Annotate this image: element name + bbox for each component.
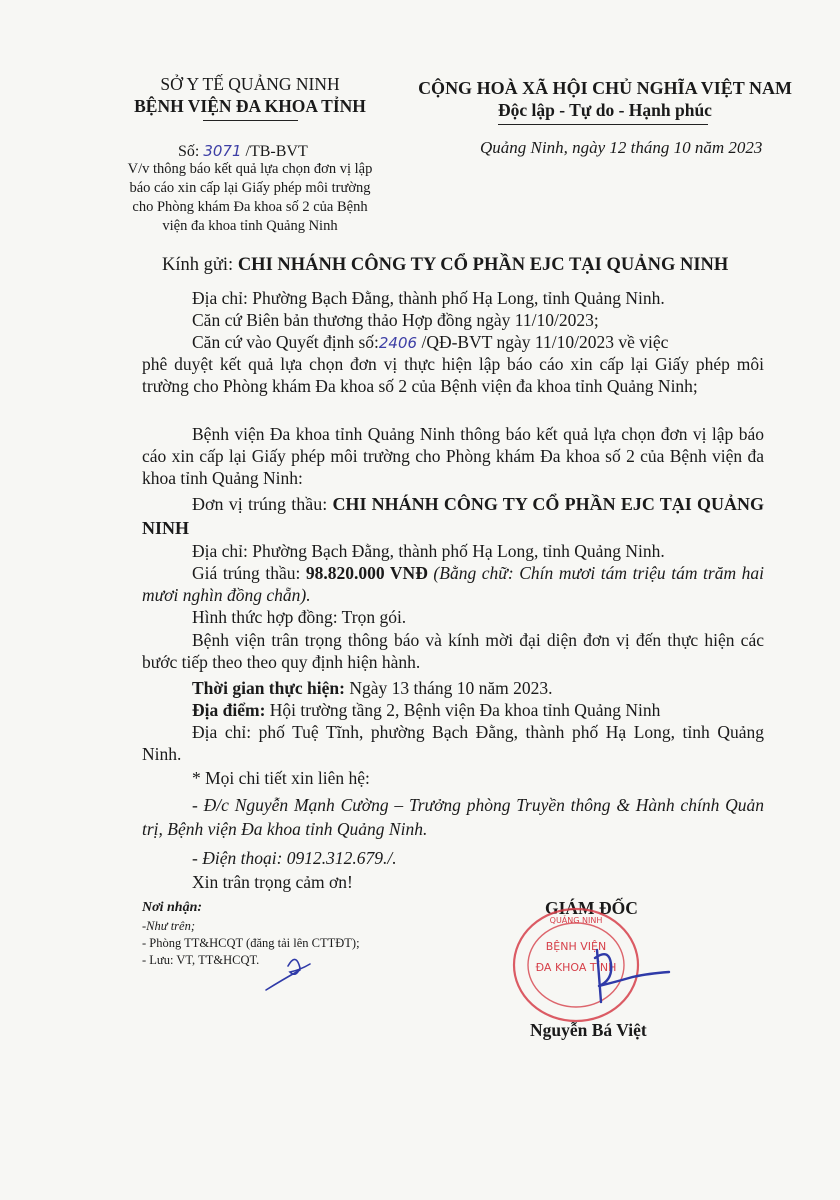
price-value: 98.820.000 VNĐ xyxy=(305,563,428,583)
document-subject xyxy=(100,160,400,236)
number-handwritten: 3071 xyxy=(203,142,242,160)
subject-line: báo cáo xin cấp lại Giấy phép môi trường xyxy=(129,180,371,196)
price-label: Giá trúng thầu: xyxy=(192,563,301,583)
address-line: Địa chỉ: Phường Bạch Đằng, thành phố Hạ Long, tỉnh Quảng Ninh. xyxy=(192,288,665,308)
number-prefix: Số: xyxy=(178,143,200,160)
venue xyxy=(192,699,660,721)
recipients-item: -Như trên; xyxy=(142,919,195,933)
decision-number-handwritten: 2406 xyxy=(378,334,418,352)
recipients-item: - Phòng TT&HCQT (đăng tải lên CTTĐT); xyxy=(142,936,360,950)
venue-value: Hội trường tầng 2, Bệnh viện Đa khoa tỉnh Quảng Ninh xyxy=(269,700,661,720)
recipient xyxy=(162,254,728,276)
header-right-underline xyxy=(498,124,708,125)
place-date: Quảng Ninh, ngày 12 tháng 10 năm 2023 xyxy=(480,138,763,157)
price-in-words: (Bằng chữ: Chín mươi tám triệu tám trăm hai mươi nghìn đồng chẵn). xyxy=(142,563,765,605)
stamp-line: QUẢNG NINH xyxy=(549,916,603,925)
time-value: Ngày 13 tháng 10 năm 2023. xyxy=(349,678,553,698)
thanks: Xin trân trọng cảm ơn! xyxy=(192,872,353,892)
subject-line: cho Phòng khám Đa khoa số 2 của Bệnh xyxy=(132,199,368,215)
subject-line: V/v thông báo kết quả lựa chọn đơn vị lập xyxy=(127,161,373,177)
decision-continuation: phê duyệt kết quả lựa chọn đơn vị thực hiện lập báo cáo xin cấp lại Giấy phép môi trường cho Phòng khám Đa khoa số 2 của Bệnh viện đa khoa tỉnh Quảng Ninh; xyxy=(142,354,764,396)
venue-label: Địa điểm: xyxy=(192,700,266,720)
venue-address: Địa chỉ: phố Tuệ Tĩnh, phường Bạch Đằng, thành phố Hạ Long, tỉnh Quảng Ninh. xyxy=(142,722,764,764)
decision-suffix: /QĐ-BVT ngày 11/10/2023 về việc xyxy=(421,332,669,352)
stamp-line: BỆNH VIỆN xyxy=(545,940,607,953)
header-left-underline xyxy=(203,120,298,121)
signer-name: Nguyễn Bá Việt xyxy=(530,1020,647,1040)
time-label: Thời gian thực hiện: xyxy=(192,678,345,698)
basis-decision xyxy=(192,331,668,354)
winner xyxy=(142,492,764,540)
handwritten-signature-icon xyxy=(545,940,685,1020)
winning-price xyxy=(142,562,764,606)
contact-phone: - Điện thoại: 0912.312.679./. xyxy=(192,848,397,868)
stamp-line: ĐA KHOA TỈNH xyxy=(535,961,617,974)
decision-prefix: Căn cứ vào Quyết định số: xyxy=(192,332,379,352)
winner-label: Đơn vị trúng thầu: xyxy=(192,494,328,514)
announcement: Bệnh viện Đa khoa tỉnh Quảng Ninh thông báo kết quả lựa chọn đơn vị lập báo cáo xin cấp lại Giấy phép môi trường cho Phòng khám Đa khoa số 2 của Bệnh viện đa khoa tỉnh Quảng Ninh: xyxy=(142,424,764,488)
contact-person: - Đ/c Nguyễn Mạnh Cường – Trưởng phòng Truyền thông & Hành chính Quản trị, Bệnh viện Đa khoa tỉnh Quảng Ninh. xyxy=(142,795,764,839)
contract-form: Hình thức hợp đồng: Trọn gói. xyxy=(192,607,407,627)
basis-minutes: Căn cứ Biên bản thương thảo Hợp đồng ngày 11/10/2023; xyxy=(192,310,599,330)
winner-address: Địa chỉ: Phường Bạch Đằng, thành phố Hạ Long, tỉnh Quảng Ninh. xyxy=(192,541,665,561)
subject-line: viện đa khoa tỉnh Quảng Ninh xyxy=(162,218,338,234)
ministry-name: SỞ Y TẾ QUẢNG NINH xyxy=(160,74,340,94)
hospital-name: BỆNH VIỆN ĐA KHOA TỈNH xyxy=(134,96,366,116)
motto: Độc lập - Tự do - Hạnh phúc xyxy=(498,100,712,120)
number-suffix: /TB-BVT xyxy=(245,143,308,160)
recipient-name: CHI NHÁNH CÔNG TY CỔ PHẦN EJC TẠI QUẢNG NINH xyxy=(237,255,729,275)
execution-time xyxy=(192,677,552,699)
recipients-item: - Lưu: VT, TT&HCQT. xyxy=(142,953,260,967)
contact-intro: * Mọi chi tiết xin liên hệ: xyxy=(192,768,370,788)
winner-name: CHI NHÁNH CÔNG TY CỔ PHẦN EJC TẠI QUẢNG NINH xyxy=(142,494,764,538)
recipient-label: Kính gửi: xyxy=(162,255,234,275)
invitation: Bệnh viện trân trọng thông báo và kính mời đại diện đơn vị đến thực hiện các bước tiếp theo theo quy định hiện hành. xyxy=(142,630,764,672)
initials-scribble-icon xyxy=(258,944,348,994)
recipients-title: Nơi nhận: xyxy=(142,900,203,915)
signer-title: GIÁM ĐỐC xyxy=(545,898,638,918)
nation-title: CỘNG HOÀ XÃ HỘI CHỦ NGHĨA VIỆT NAM xyxy=(418,78,792,98)
